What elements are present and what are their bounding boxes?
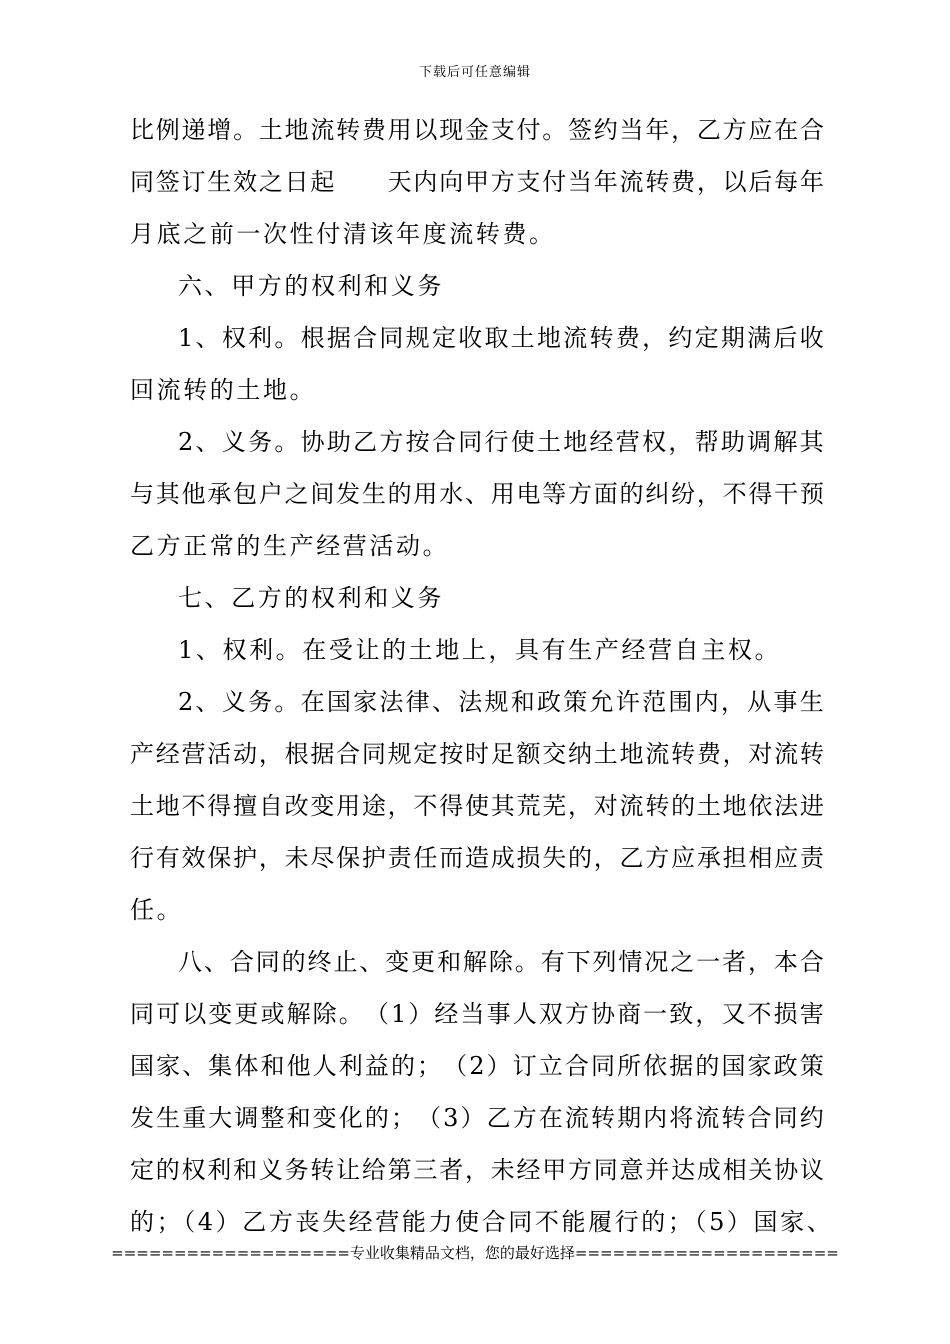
page-footer: ===================专业收集精品文档，您的最好选择===================== [111, 1244, 839, 1262]
text-line: 同 签 订 生 效 之 日 起 天 内 向 甲 方 支 付 当 年 流 转 费 ， 以 后 每 年 [130, 168, 824, 196]
text-line: 同 可 以 变 更 或 解 除 。 （ 1 ） 经 当 事 人 双 方 协 商 一 致 ， 又 不 损 害 [130, 1000, 824, 1028]
paragraph [130, 624, 824, 676]
paragraph [130, 260, 824, 312]
text-line: 定 的 权 利 和 义 务 转 让 给 第 三 者 ， 未 经 甲 方 同 意 并 达 成 相 关 协 议 [130, 1156, 824, 1184]
text-line: 七、乙方的权利和义务 [178, 584, 444, 612]
paragraph [130, 936, 834, 1248]
text-line: 八 、 合 同 的 终 止 、 变 更 和 解 除 。 有 下 列 情 况 之 一 者 ， 本 合 [178, 948, 824, 976]
document-body [130, 104, 834, 1248]
text-line: 与 其 他 承 包 户 之 间 发 生 的 用 水 、 用 电 等 方 面 的 纠 纷 ， 不 得 干 预 [130, 480, 824, 508]
text-line: 回流转的土地。 [130, 376, 317, 404]
paragraph [130, 312, 824, 416]
text-line: 的；（4）乙方丧失经营能力使合同不能履行的；（5）国家、 [130, 1208, 834, 1236]
text-line: 六、甲方的权利和义务 [178, 272, 444, 300]
paragraph [130, 104, 824, 260]
text-line: 任。 [130, 896, 184, 924]
text-line: 2 、 义 务 。 协 助 乙 方 按 合 同 行 使 土 地 经 营 权 ， 帮 助 调 解 其 [178, 428, 824, 456]
text-line: 乙方正常的生产经营活动。 [130, 532, 450, 560]
text-line: 月底之前一次性付清该年度流转费。 [130, 220, 556, 248]
text-line: 1、权利。在受让的土地上，具有生产经营自主权。 [178, 636, 782, 664]
text-line: 发 生 重 大 调 整 和 变 化 的 ； （ 3 ） 乙 方 在 流 转 期 内 将 流 转 合 同 约 [130, 1104, 824, 1132]
text-line: 行 有 效 保 护 ， 未 尽 保 护 责 任 而 造 成 损 失 的 ， 乙 方 应 承 担 相 应 责 [130, 844, 824, 872]
text-line: 2 、 义 务 。 在 国 家 法 律 、 法 规 和 政 策 允 许 范 围 内 ， 从 事 生 [178, 688, 824, 716]
page-header: 下载后可任意编辑 [418, 65, 531, 80]
paragraph [130, 572, 824, 624]
text-line: 产 经 营 活 动 ， 根 据 合 同 规 定 按 时 足 额 交 纳 土 地 流 转 费 ， 对 流 转 [130, 740, 824, 768]
text-line: 国 家 、 集 体 和 他 人 利 益 的 ； （ 2 ） 订 立 合 同 所 依 据 的 国 家 政 策 [130, 1052, 824, 1080]
text-line: 比 例 递 增 。 土 地 流 转 费 用 以 现 金 支 付 。 签 约 当 年 ， 乙 方 应 在 合 [130, 116, 824, 144]
paragraph [130, 416, 824, 572]
paragraph [130, 676, 824, 936]
text-line: 土 地 不 得 擅 自 改 变 用 途 ， 不 得 使 其 荒 芜 ， 对 流 转 的 土 地 依 法 进 [130, 792, 824, 820]
text-line: 1 、 权 利 。 根 据 合 同 规 定 收 取 土 地 流 转 费 ， 约 定 期 满 后 收 [178, 324, 824, 352]
